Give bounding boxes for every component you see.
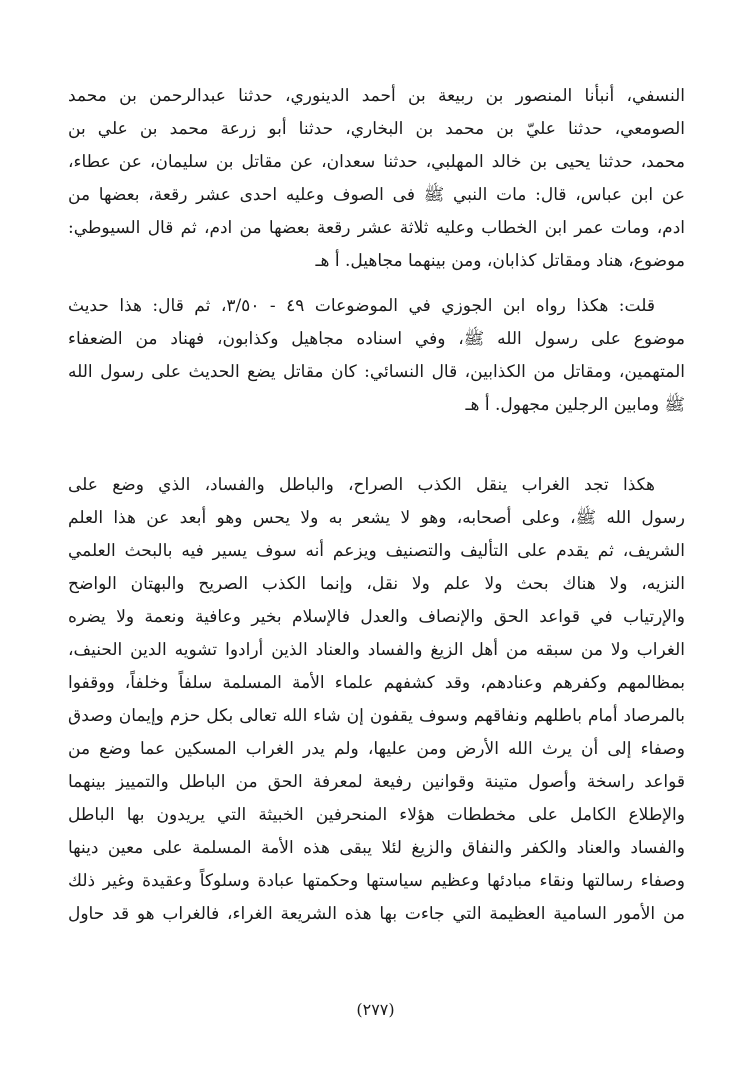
- text-line: رسول الله ﷺ، وعلى أصحابه، وهو لا يشعر به ولا يحس وهو أبعد عن هذا العلم: [68, 508, 685, 528]
- text-line: والإرتياب في قواعد الحق والإنصاف والعدل فالإسلام بخير وعافية ونعمة ولا يضره: [68, 607, 685, 627]
- text-line: محمد، حدثنا يحيى بن خالد المهلبي، حدثنا سعدان، عن مقاتل بن سليمان، عن عطاء،: [68, 152, 685, 172]
- text-line: والفساد والعناد والكفر والنفاق والزيغ لئلا يبقى هذه الأمة المسلمة على معين دينها: [68, 838, 685, 858]
- text-line: المتهمين، ومقاتل من الكذابين، قال النسائي: كان مقاتل يضع الحديث على رسول الله: [68, 362, 685, 382]
- text-line: ادم، ومات عمر ابن الخطاب وعليه ثلاثة عشر رقعة بعضها من ادم، ثم قال السيوطي:: [68, 218, 685, 238]
- text-line: الصومعي، حدثنا عليّ بن محمد بن البخاري، حدثنا أبو زرعة محمد بن علي بن: [68, 119, 685, 139]
- text-line: وصفاء رسالتها ونقاء مبادئها وعظيم سياستها وحكمتها عبادة وسلوكاً وعقيدة وغير ذلك: [68, 871, 685, 891]
- text-line: بالمرصاد أمام باطلهم ونفاقهم وسوف يقفون إن شاء الله تعالى بكل حزم وإيمان وصدق: [68, 706, 685, 726]
- paragraph-author-comment: [68, 290, 685, 422]
- text-line: بمظالمهم وكفرهم وعنادهم، وقد كشفهم علماء الأمة المسلمة سلفاً وخلفاً، ووقفوا: [68, 673, 685, 693]
- text-line: الشريف، ثم يقدم على التأليف والتصنيف ويزعم أنه سوف يسير فيه بالبحث العلمي: [68, 541, 685, 561]
- text-line: الغراب ولا من سبقه من أهل الزيغ والفساد والعناد الذين أرادوا تشويه الدين الحنيف،: [68, 640, 685, 660]
- page-number: (٢٧٧): [356, 1000, 395, 1019]
- text-line: موضوع على رسول الله ﷺ، وفي اسناده مجاهيل وكذابون، فهناد من الضعفاء: [68, 329, 685, 349]
- paragraph-hadith-report: [68, 80, 685, 278]
- text-line: قلت: هكذا رواه ابن الجوزي في الموضوعات ٤٩ - ٣/٥٠، ثم قال: هذا حديث: [68, 296, 655, 316]
- text-line: النزيه، ولا هناك بحث ولا علم ولا نقل، وإنما الكذب الصريح والبهتان الواضح: [68, 574, 685, 594]
- paragraph-main-text: [68, 469, 685, 931]
- text-line: ﷺ ومابين الرجلين مجهول. أ هـ: [465, 395, 685, 415]
- text-line: عن ابن عباس، قال: مات النبي ﷺ فى الصوف وعليه احدى عشر رقعة، بعضها من: [68, 185, 685, 205]
- text-line: قواعد راسخة وأصول متينة وقوانين رفيعة لمعرفة الحق من الباطل والتمييز بينهما: [68, 772, 685, 792]
- text-line: من الأمور السامية العظيمة التي جاءت بها هذه الشريعة الغراء، فالغراب هو قد حاول: [68, 904, 685, 924]
- text-line: والإطلاع الكامل على مخططات هؤلاء المنحرفين الخبيثة التي يريدون بها الباطل: [68, 805, 685, 825]
- text-line: هكذا تجد الغراب ينقل الكذب الصراح، والباطل والفساد، الذي وضع على: [68, 475, 655, 495]
- text-line: وصفاء إلى أن يرث الله الأرض ومن عليها، ولم يدر الغراب المسكين عما وضع من: [68, 739, 685, 759]
- text-line: النسفي، أنبأنا المنصور بن ربيعة بن أحمد الدينوري، حدثنا عبدالرحمن بن محمد: [68, 86, 685, 106]
- text-line: موضوع، هناد ومقاتل كذابان، ومن بينهما مجاهيل. أ هـ: [315, 251, 685, 271]
